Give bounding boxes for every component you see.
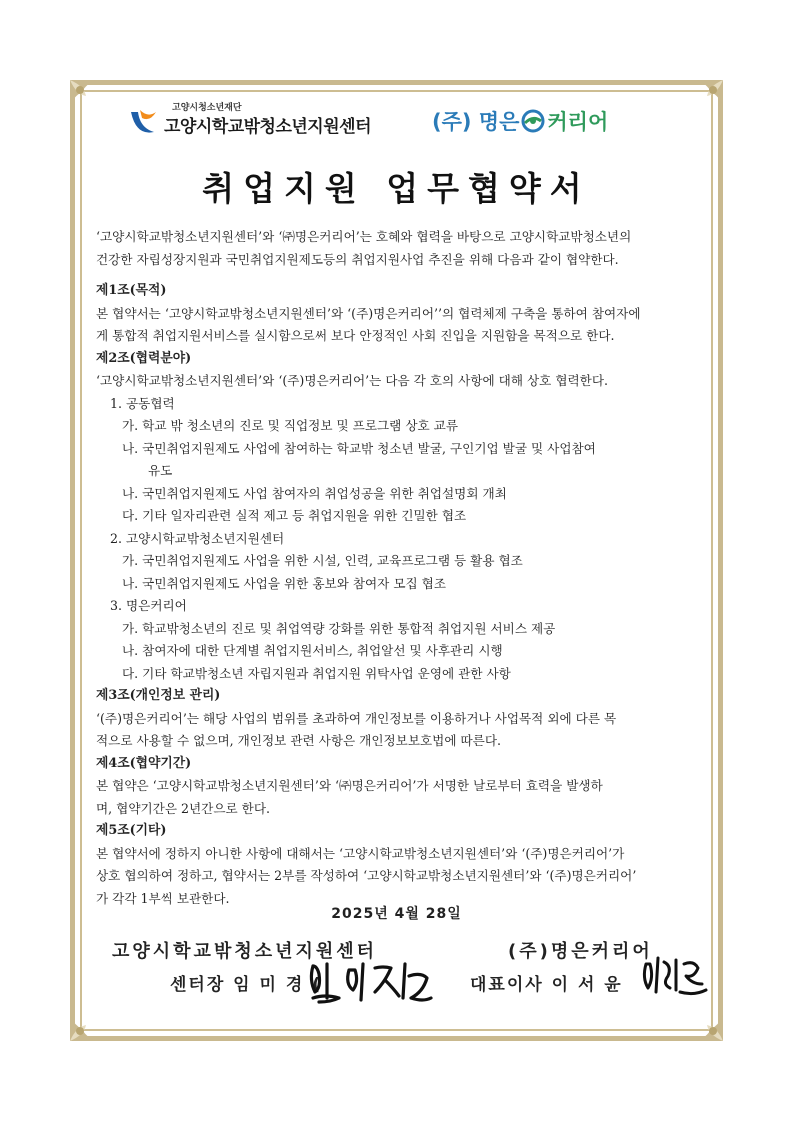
article-3-line: 적으로 사용할 수 없으며, 개인정보 관련 사항은 개인정보보호법에 따른다. [96, 733, 501, 748]
partner-name-b: 커리어 [547, 110, 609, 134]
section-item: 유도 [148, 463, 173, 478]
section-item: 다. 기타 학교밖청소년 자립지원과 취업지원 위탁사업 운영에 관한 사항 [122, 665, 511, 681]
article-4-line: 본 협약은 ‘고양시학교밖청소년지원센터’와 ‘㈜명은커리어’가 서명한 날로부터 효력을 발생하 [96, 778, 603, 793]
signatory-rep-right: 대표이사 이 서 윤 [470, 975, 623, 995]
intro-line: ‘고양시학교밖청소년지원센터’와 ‘㈜명은커리어’는 호혜와 협력을 바탕으로 고양시학교밖청소년의 [96, 229, 632, 244]
partner-name-a: 명은 [478, 110, 520, 134]
article-2-intro: ‘고양시학교밖청소년지원센터’와 ‘(주)명은커리어’는 다음 각 호의 사항에 대해 상호 협력한다. [96, 373, 608, 388]
agreement-date: 2025년 4월 28일 [331, 906, 462, 922]
section-item: 가. 학교 밖 청소년의 진로 및 직업정보 및 프로그램 상호 교류 [122, 418, 459, 433]
section-item: 가. 국민취업지원제도 사업을 위한 시설, 인력, 교육프로그램 등 활용 협조 [122, 553, 523, 568]
section-title: 2. 고양시학교밖청소년지원센터 [110, 530, 285, 546]
agreement-body [96, 226, 698, 910]
signatory-org-left: 고양시학교밖청소년지원센터 [112, 941, 378, 962]
article-1-line: 본 협약서는 ‘고양시학교밖청소년지원센터’와 ‘(주)명은커리어’’의 협력체제 구축을 통하여 참여자에 [96, 305, 641, 321]
article-5-line: 가 각각 1부씩 보관한다. [96, 890, 230, 906]
center-logo [128, 100, 388, 142]
center-logo-icon [128, 106, 160, 138]
section-item: 나. 국민취업지원제도 사업에 참여하는 학교밖 청소년 발굴, 구인기업 발굴 및 사업참여 [122, 440, 596, 456]
article-5-line: 상호 협의하여 정하고, 협약서는 2부를 작성하여 ‘고양시학교밖청소년지원센터’와 ‘(주)명은커리어’ [96, 868, 637, 883]
article-4-heading: 제4조(협약기간) [96, 755, 192, 771]
section-item: 나. 국민취업지원제도 사업 참여자의 취업성공을 위한 취업설명회 개최 [122, 485, 507, 501]
corner-ornament-icon [681, 76, 727, 122]
section-title: 3. 명은커리어 [110, 598, 187, 613]
corner-ornament-icon [66, 999, 112, 1045]
partner-logo-icon [521, 109, 545, 133]
corner-ornament-icon [681, 999, 727, 1045]
section-item: 다. 기타 일자리관련 실적 제고 등 취업지원을 위한 긴밀한 협조 [122, 508, 467, 523]
foundation-name: 고양시청소년재단 [172, 103, 242, 113]
article-1-line: 게 통합적 취업지원서비스를 실시함으로써 보다 안정적인 사회 진입을 지원함을 목적으로 한다. [96, 328, 615, 343]
partner-prefix: (주) [432, 110, 472, 134]
article-2-heading: 제2조(협력분야) [96, 350, 192, 366]
article-5-heading: 제5조(기타) [96, 823, 167, 838]
article-4-line: 며, 협약기간은 2년간으로 한다. [96, 800, 271, 816]
center-name: 고양시학교밖청소년지원센터 [164, 117, 371, 137]
signatory-org-right: (주)명은커리어 [508, 941, 653, 962]
intro-line: 건강한 자립성장지원과 국민취업지원제도등의 취업지원사업 추진을 위해 다음과 같이 협약한다. [96, 251, 619, 267]
section-item: 나. 참여자에 대한 단계별 취업지원서비스, 취업알선 및 사후관리 시행 [122, 643, 503, 658]
article-1-heading: 제1조(목적) [96, 283, 167, 298]
handwritten-signature-right [640, 954, 710, 998]
document-title: 취업지원 업무협약서 [202, 169, 591, 208]
section-item: 나. 국민취업지원제도 사업을 위한 홍보와 참여자 모집 협조 [122, 575, 446, 591]
partner-logo [432, 100, 632, 140]
article-3-line: ‘(주)명은커리어’는 해당 사업의 범위를 초과하여 개인정보를 이용하거나 사업목적 외에 다른 목 [96, 710, 617, 726]
section-item: 가. 학교밖청소년의 진로 및 취업역량 강화를 위한 통합적 취업지원 서비스 제공 [122, 620, 556, 636]
handwritten-signature-left [305, 958, 435, 1004]
article-5-line: 본 협약서에 정하지 아니한 사항에 대해서는 ‘고양시학교밖청소년지원센터’와 ‘(주)명은커리어’가 [96, 845, 625, 861]
article-3-heading: 제3조(개인정보 관리) [96, 688, 221, 703]
section-title: 1. 공동협력 [110, 395, 175, 411]
signatory-rep-left: 센터장 임 미 경 ( [170, 975, 322, 995]
corner-ornament-icon [66, 76, 112, 122]
